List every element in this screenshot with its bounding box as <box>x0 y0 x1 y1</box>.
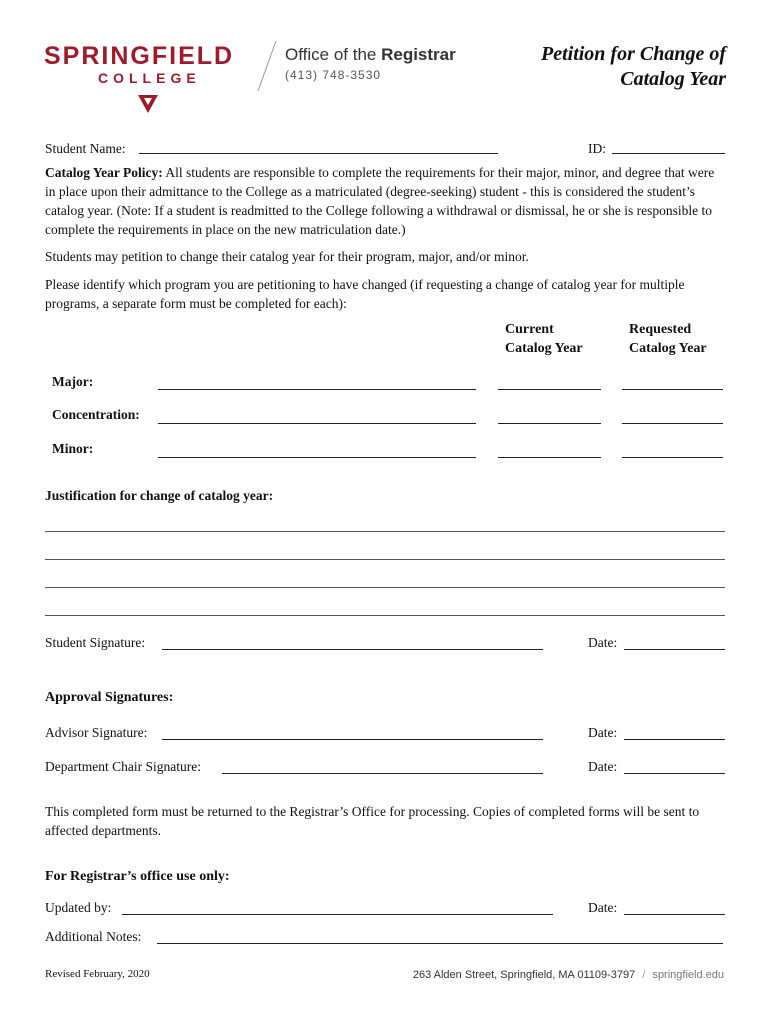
additional-notes-field[interactable] <box>157 943 723 944</box>
header-divider <box>256 40 278 92</box>
justification-heading: Justification for change of catalog year: <box>45 488 274 503</box>
student-date-label: Date: <box>588 635 618 650</box>
student-signature-label: Student Signature: <box>45 635 146 650</box>
office-name: Office of the Registrar <box>285 45 456 64</box>
policy-paragraph: Catalog Year Policy: All students are responsible to complete the requirements for their major, minor, and degree that were in place upon their admittance to the College as a matriculated (degree-seeking) student - this is considered the student’s catalog year. (Note: If a student is readmitted to the College following a withdrawal or dismissal, he or she is responsible to complete the requirements in place on the new matriculation date.) <box>45 165 715 237</box>
approval-heading: Approval Signatures: <box>45 690 174 705</box>
advisor-signature-label: Advisor Signature: <box>45 725 148 740</box>
chair-signature-label: Department Chair Signature: <box>45 759 201 774</box>
justification-line[interactable] <box>45 587 725 588</box>
concentration-field[interactable] <box>158 423 476 424</box>
concentration-current-year-field[interactable] <box>498 423 601 424</box>
registrar-heading: For Registrar’s office use only: <box>45 869 230 884</box>
major-field[interactable] <box>158 389 476 390</box>
minor-field[interactable] <box>158 457 476 458</box>
chair-date-field[interactable] <box>624 773 725 774</box>
justification-line[interactable] <box>45 615 725 616</box>
additional-notes-label: Additional Notes: <box>45 929 142 944</box>
revision-date: Revised February, 2020 <box>45 968 150 980</box>
footer-address: 263 Alden Street, Springfield, MA 01109-3797 <box>412 969 636 981</box>
major-requested-year-field[interactable] <box>622 389 723 390</box>
logo-wordmark: SPRINGFIELD <box>44 42 235 70</box>
logo-subtitle: COLLEGE <box>98 70 201 86</box>
office-phone: (413) 748-3530 <box>285 68 382 82</box>
chair-signature-field[interactable] <box>222 773 543 774</box>
advisor-date-label: Date: <box>588 725 618 740</box>
minor-current-year-field[interactable] <box>498 457 601 458</box>
student-name-field[interactable] <box>139 153 498 154</box>
advisor-signature-field[interactable] <box>162 739 543 740</box>
minor-label: Minor: <box>52 441 94 456</box>
student-date-field[interactable] <box>624 649 725 650</box>
chair-date-label: Date: <box>588 759 618 774</box>
id-label: ID: <box>588 141 606 156</box>
petition-note: Students may petition to change their catalog year for their program, major, and/or minor. <box>45 249 529 264</box>
concentration-requested-year-field[interactable] <box>622 423 723 424</box>
minor-requested-year-field[interactable] <box>622 457 723 458</box>
concentration-label: Concentration: <box>52 407 140 422</box>
student-name-label: Student Name: <box>45 141 126 156</box>
justification-line[interactable] <box>45 559 725 560</box>
policy-heading: Catalog Year Policy: <box>45 165 163 180</box>
footer-contact: 263 Alden Street, Springfield, MA 01109-3797 / springfield.edu <box>412 969 724 981</box>
logo-triangle-icon <box>137 94 159 114</box>
updated-by-label: Updated by: <box>45 900 112 915</box>
registrar-date-field[interactable] <box>624 914 725 915</box>
updated-by-field[interactable] <box>122 914 553 915</box>
student-signature-field[interactable] <box>162 649 543 650</box>
id-field[interactable] <box>612 153 725 154</box>
advisor-date-field[interactable] <box>624 739 725 740</box>
registrar-date-label: Date: <box>588 900 618 915</box>
major-current-year-field[interactable] <box>498 389 601 390</box>
program-instructions: Please identify which program you are petitioning to have changed (if requesting a change of catalog year for multiple programs, a separate form must be completed for each): <box>45 277 685 311</box>
footer-website[interactable]: springfield.edu <box>652 969 724 981</box>
return-note: This completed form must be returned to the Registrar’s Office for processing. Copies of completed forms will be sent to affected departments. <box>45 804 700 838</box>
current-catalog-header: Current Catalog Year <box>505 322 583 356</box>
justification-line[interactable] <box>45 531 725 532</box>
major-label: Major: <box>52 374 94 389</box>
form-title: Petition for Change of Catalog Year <box>540 43 726 90</box>
requested-catalog-header: Requested Catalog Year <box>629 322 707 356</box>
